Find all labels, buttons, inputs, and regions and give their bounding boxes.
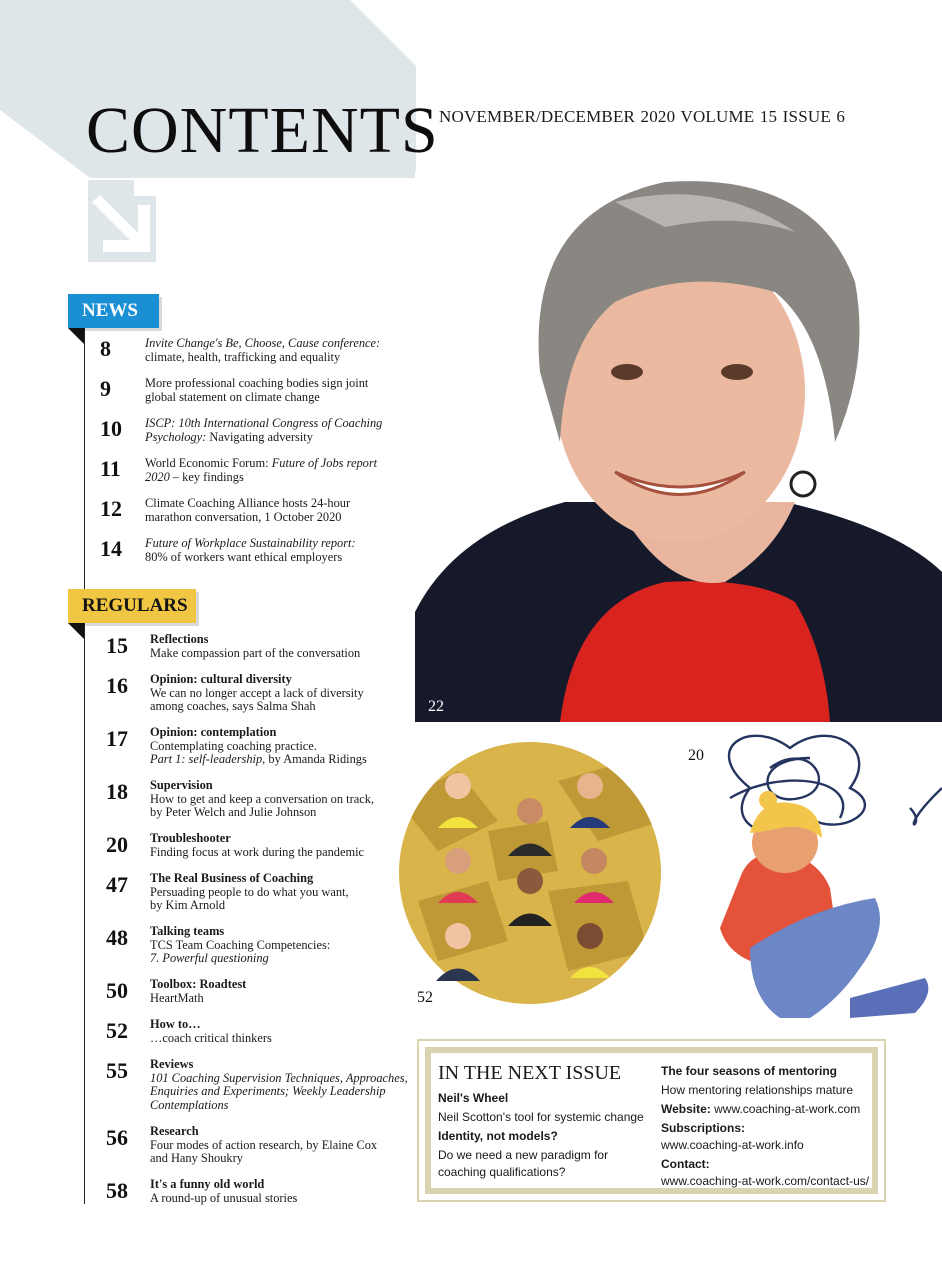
page-number: 14	[100, 536, 122, 561]
item-line: More professional coaching bodies sign joint	[145, 376, 369, 390]
page-number: 50	[106, 978, 128, 1003]
item-title: Talking teams	[150, 924, 225, 938]
page-title: CONTENTS	[86, 94, 439, 167]
next-issue-box	[417, 1039, 886, 1202]
page-number: 20	[106, 832, 128, 857]
item-line: How to get and keep a conversation on track,	[150, 791, 374, 806]
page-number: 56	[106, 1125, 128, 1150]
section-tag-news: NEWS	[68, 294, 159, 328]
item-line: by Kim Arnold	[150, 898, 226, 913]
item-line: We can no longer accept a lack of diversity	[150, 685, 364, 700]
vertical-rule	[84, 326, 85, 1204]
item-line: Part 1: self-leadership,	[150, 752, 266, 767]
regular-item[interactable]	[150, 1018, 272, 1045]
news-item[interactable]	[145, 337, 380, 364]
regular-item[interactable]	[150, 832, 364, 859]
subscriptions-link[interactable]: www.coaching-at-work.info	[661, 1138, 804, 1152]
regular-item[interactable]	[150, 925, 330, 966]
next-a-title: Neil's Wheel	[438, 1091, 509, 1105]
stress-illustration[interactable]	[690, 728, 942, 1028]
item-line: marathon conversation, 1 October 2020	[145, 509, 342, 524]
regular-item[interactable]	[150, 1178, 297, 1205]
item-line: among coaches, says Salma Shah	[150, 699, 316, 714]
item-line: global statement on climate change	[145, 389, 320, 404]
subscriptions-label: Subscriptions:	[661, 1121, 746, 1135]
item-line: and Hany Shoukry	[150, 1151, 243, 1166]
regular-item[interactable]	[150, 1058, 408, 1112]
faces-illustration[interactable]	[398, 741, 662, 1005]
item-title: Toolbox: Roadtest	[150, 977, 247, 991]
regular-item[interactable]	[150, 872, 349, 913]
page-number: 16	[106, 673, 128, 698]
page-number: 10	[100, 416, 122, 441]
item-line: by Amanda Ridings	[265, 752, 367, 767]
page-number: 17	[106, 726, 128, 751]
regular-item[interactable]	[150, 1125, 377, 1166]
item-line: Finding focus at work during the pandemic	[150, 844, 365, 859]
item-line: …coach critical thinkers	[150, 1030, 272, 1045]
item-line: Psychology:	[145, 429, 207, 444]
page-number: 9	[100, 376, 111, 401]
image-page-number: 20	[688, 747, 704, 764]
item-title: Research	[150, 1124, 199, 1138]
news-item[interactable]	[145, 417, 382, 444]
next-c-text: How mentoring relationships mature	[661, 1083, 854, 1097]
page-number: 11	[100, 456, 121, 481]
news-item[interactable]	[145, 377, 368, 404]
page-number: 58	[106, 1178, 128, 1203]
next-b-text: Do we need a new paradigm for	[438, 1148, 609, 1162]
news-item[interactable]	[145, 457, 377, 484]
item-title: It's a funny old world	[150, 1177, 265, 1191]
item-title: Troubleshooter	[150, 831, 231, 845]
item-line: Make compassion part of the conversation	[150, 645, 361, 660]
item-line: Contemplating coaching practice.	[150, 738, 317, 753]
item-line: Future of Jobs report	[271, 456, 378, 470]
item-title: How to…	[150, 1017, 201, 1031]
portrait-photo[interactable]	[415, 172, 942, 722]
page-number: 47	[106, 872, 128, 897]
next-b-title: Identity, not models?	[438, 1129, 558, 1143]
item-line: Contemplations	[150, 1097, 229, 1112]
item-line: – key findings	[169, 469, 244, 484]
regular-item[interactable]	[150, 726, 367, 767]
item-line: Climate Coaching Alliance hosts 24-hour	[145, 496, 351, 510]
next-a-text: Neil Scotton's tool for systemic change	[438, 1110, 644, 1124]
next-b-text: coaching qualifications?	[438, 1165, 566, 1179]
website-line	[661, 1102, 860, 1116]
item-line: 101 Coaching Supervision Techniques, Approaches,	[150, 1070, 408, 1085]
regular-item[interactable]	[150, 633, 360, 660]
item-title: The Real Business of Coaching	[150, 871, 314, 885]
item-line: 7. Powerful questioning	[150, 951, 269, 966]
next-c-title: The four seasons of mentoring	[661, 1064, 838, 1078]
item-line: World Economic Forum:	[145, 456, 272, 470]
item-line: Navigating adversity	[206, 429, 313, 444]
website-link[interactable]: www.coaching-at-work.com	[714, 1102, 861, 1116]
item-line: HeartMath	[150, 990, 204, 1005]
item-line: 2020	[145, 469, 170, 484]
news-item[interactable]	[145, 497, 350, 524]
item-line: Enquiries and Experiments; Weekly Leadership	[150, 1084, 386, 1099]
item-title: Opinion: contemplation	[150, 725, 277, 739]
item-line: by Peter Welch and Julie Johnson	[150, 805, 317, 820]
page-number: 12	[100, 496, 122, 521]
next-issue-heading: IN THE NEXT ISSUE	[438, 1062, 622, 1084]
website-label: Website:	[661, 1102, 711, 1116]
issue-info: NOVEMBER/DECEMBER 2020 VOLUME 15 ISSUE 6	[439, 107, 846, 126]
regular-item[interactable]	[150, 978, 246, 1005]
page-number: 48	[106, 925, 128, 950]
image-page-number: 52	[417, 989, 433, 1006]
item-line: climate, health, trafficking and equality	[145, 349, 341, 364]
page-number: 15	[106, 633, 128, 658]
contact-label: Contact:	[661, 1157, 710, 1171]
item-line: Persuading people to do what you want,	[150, 884, 349, 899]
page-number: 52	[106, 1018, 128, 1043]
page-number: 18	[106, 779, 128, 804]
item-title: Reviews	[150, 1057, 194, 1071]
regular-item[interactable]	[150, 779, 374, 820]
item-title: Supervision	[150, 778, 213, 792]
item-title: Reflections	[150, 632, 209, 646]
item-title: Opinion: cultural diversity	[150, 672, 292, 686]
item-line: Four modes of action research, by Elaine Cox	[150, 1137, 378, 1152]
contact-link[interactable]: www.coaching-at-work.com/contact-us/	[661, 1174, 870, 1188]
news-item[interactable]	[145, 537, 356, 564]
tag-fold	[68, 328, 84, 344]
item-line: 80% of workers want ethical employers	[145, 549, 343, 564]
tag-fold	[68, 623, 84, 639]
item-line: Invite Change's Be, Choose, Cause conference:	[145, 336, 381, 350]
page-number: 8	[100, 336, 111, 361]
item-line: ISCP: 10th International Congress of Coaching	[145, 416, 383, 430]
item-line: TCS Team Coaching Competencies:	[150, 937, 331, 952]
regular-item[interactable]	[150, 673, 364, 714]
image-page-number: 22	[428, 698, 444, 715]
item-line: Future of Workplace Sustainability report:	[145, 536, 356, 550]
section-tag-regulars: REGULARS	[68, 589, 196, 623]
page-number: 55	[106, 1058, 128, 1083]
item-line: A round-up of unusual stories	[150, 1190, 298, 1205]
